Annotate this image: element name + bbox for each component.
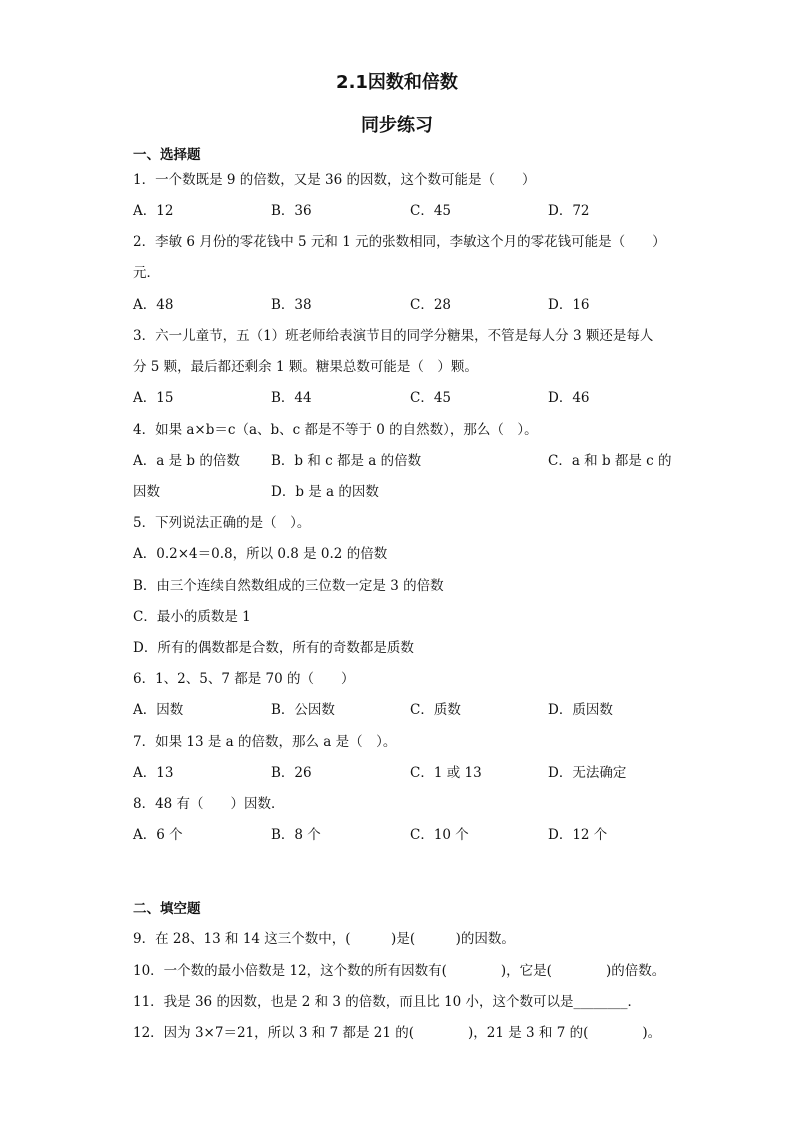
option-a: A．因数	[133, 702, 184, 718]
option-a: A．15	[133, 390, 174, 406]
option-c: C．28	[410, 297, 452, 313]
option-d: D．b 是 a 的因数	[271, 484, 379, 500]
option-c: C．a 和 b 都是 c 的	[548, 453, 672, 469]
option-a: A．12	[133, 203, 174, 219]
section-heading-choice: 一、选择题	[133, 147, 201, 163]
section-heading-fill: 二、填空题	[133, 901, 201, 917]
page-title: 2.1因数和倍数	[336, 72, 458, 93]
option-d: D．16	[548, 297, 590, 313]
option-c: C．45	[410, 390, 452, 406]
option-c: C．45	[410, 203, 452, 219]
option-b: B．公因数	[271, 702, 335, 718]
option-b: B．36	[271, 203, 312, 219]
option-a: A．48	[133, 297, 174, 313]
option-b: B．38	[271, 297, 312, 313]
option-d: D．46	[548, 390, 590, 406]
option-d: D．质因数	[548, 702, 613, 718]
option-c: C．最小的质数是 1	[133, 609, 251, 625]
question-7: 7．如果 13 是 a 的倍数，那么 a 是（ ）。	[133, 734, 397, 750]
question-1: 1．一个数既是 9 的倍数，又是 36 的因数，这个数可能是（ ）	[133, 172, 536, 188]
option-c: C．10 个	[410, 827, 469, 843]
question-6: 6．1、2、5、7 都是 70 的（ ）	[133, 671, 355, 687]
question-9: 9．在 28、13 和 14 这三个数中，( )是( )的因数。	[133, 931, 515, 947]
question-2: 2．李敏 6 月份的零花钱中 5 元和 1 元的张数相同，李敏这个月的零花钱可能是（ ）	[133, 234, 666, 250]
option-b: B．b 和 c 都是 a 的倍数	[271, 453, 422, 469]
option-b: B．8 个	[271, 827, 321, 843]
option-b: B．由三个连续自然数组成的三位数一定是 3 的倍数	[133, 578, 444, 594]
option-a: A．6 个	[133, 827, 183, 843]
option-c-cont: 因数	[133, 484, 160, 500]
option-c: C．质数	[410, 702, 461, 718]
question-8: 8．48 有（ ）因数．	[133, 796, 285, 812]
option-a: A．a 是 b 的倍数	[133, 453, 240, 469]
option-d: D．12 个	[548, 827, 608, 843]
option-b: B．26	[271, 765, 312, 781]
option-a: A．13	[133, 765, 174, 781]
question-3-cont: 分 5 颗，最后都还剩余 1 颗。糖果总数可能是（ ）颗。	[133, 359, 478, 375]
question-12: 12．因为 3×7＝21，所以 3 和 7 都是 21 的( )，21 是 3 和 7 的( )。	[133, 1025, 662, 1041]
option-a: A．0.2×4＝0.8，所以 0.8 是 0.2 的倍数	[133, 546, 388, 562]
question-11: 11．我是 36 的因数，也是 2 和 3 的倍数，而且比 10 小，这个数可以是________．	[133, 994, 642, 1010]
option-d: D．无法确定	[548, 765, 627, 781]
option-b: B．44	[271, 390, 312, 406]
option-c: C．1 或 13	[410, 765, 482, 781]
question-5: 5．下列说法正确的是（ ）。	[133, 515, 311, 531]
question-2-cont: 元．	[133, 265, 160, 281]
question-3: 3．六一儿童节，五（1）班老师给表演节目的同学分糖果，不管是每人分 3 颗还是每人	[133, 328, 654, 344]
option-d: D．所有的偶数都是合数，所有的奇数都是质数	[133, 640, 414, 656]
question-4: 4．如果 a×b＝c（a、b、c 都是不等于 0 的自然数），那么（ ）。	[133, 422, 538, 438]
question-10: 10．一个数的最小倍数是 12，这个数的所有因数有( )，它是( )的倍数。	[133, 963, 666, 979]
option-d: D．72	[548, 203, 590, 219]
page-subtitle: 同步练习	[361, 115, 433, 136]
